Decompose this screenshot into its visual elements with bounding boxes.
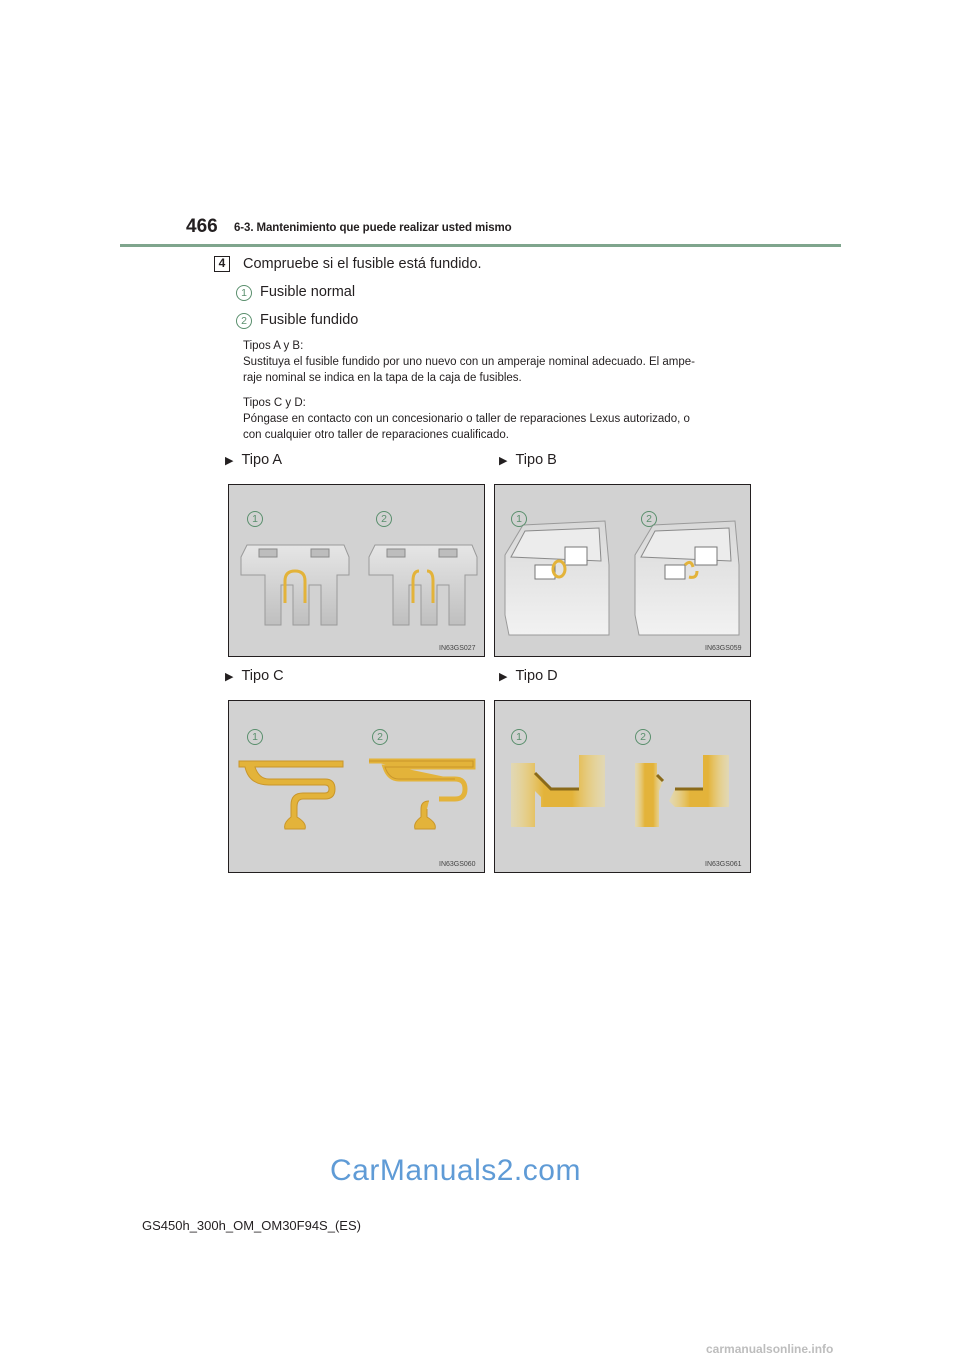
figure-tipo-a [228, 484, 485, 657]
section-title: 6-3. Mantenimiento que puede realizar usted mismo [234, 222, 512, 234]
watermark-logo: CarManuals2.com [330, 1154, 581, 1187]
page-number: 466 [186, 216, 218, 237]
watermark-bottom: carmanualsonline.info [706, 1342, 834, 1356]
callout-2: 2 [376, 511, 392, 527]
callout-1: 1 [511, 729, 527, 745]
figure-tipo-c [228, 700, 485, 873]
note-line: Sustituya el fusible fundido por uno nuevo con un amperaje nominal adecuado. El ampe- [243, 356, 695, 368]
callout-1: 1 [247, 511, 263, 527]
figure-code: IN63GS061 [705, 861, 742, 868]
note-line: con cualquier otro taller de reparaciones cualificado. [243, 429, 509, 441]
callout-1: 1 [511, 511, 527, 527]
cartridge-fuse-blown [635, 521, 739, 635]
item-number-2: 2 [236, 313, 252, 329]
blade-fuse-normal [241, 545, 349, 625]
figure-label-tipo-b: ▶ Tipo B [499, 452, 557, 468]
note-line: Póngase en contacto con un concesionario o taller de reparaciones Lexus autorizado, o [243, 413, 690, 425]
step-text: Compruebe si el fusible está fundido. [243, 256, 482, 272]
triangle-right-icon: ▶ [225, 455, 234, 467]
flat-fuse-normal [511, 755, 605, 827]
blade-fuse-blown [369, 545, 477, 625]
bolt-fuse-normal [239, 761, 343, 829]
note-types-c-d [243, 395, 763, 443]
note-line: raje nominal se indica en la tapa de la caja de fusibles. [243, 372, 522, 384]
figure-label-tipo-a: ▶ Tipo A [225, 452, 283, 468]
bolt-fuse-blown [369, 761, 473, 829]
callout-2: 2 [641, 511, 657, 527]
figure-code: IN63GS060 [439, 861, 476, 868]
note-title: Tipos C y D: [243, 397, 306, 409]
figure-label-tipo-c: ▶ Tipo C [225, 668, 284, 684]
callout-1: 1 [247, 729, 263, 745]
note-types-a-b [243, 338, 763, 386]
figure-tipo-b [494, 484, 751, 657]
callout-2: 2 [372, 729, 388, 745]
triangle-right-icon: ▶ [499, 455, 508, 467]
flat-fuse-blown [635, 755, 729, 827]
callout-2: 2 [635, 729, 651, 745]
header-divider [120, 244, 841, 247]
figure-tipo-d [494, 700, 751, 873]
triangle-right-icon: ▶ [499, 671, 508, 683]
cartridge-fuse-normal [505, 521, 609, 635]
item-label-normal: Fusible normal [260, 284, 356, 300]
figure-code: IN63GS027 [439, 645, 476, 652]
figure-label-tipo-d: ▶ Tipo D [499, 668, 558, 684]
item-number-1: 1 [236, 285, 252, 301]
figure-code: IN63GS059 [705, 645, 742, 652]
item-label-blown: Fusible fundido [260, 312, 359, 328]
triangle-right-icon: ▶ [225, 671, 234, 683]
step-number-box: 4 [214, 256, 230, 272]
note-title: Tipos A y B: [243, 340, 304, 352]
footer-model-code: GS450h_300h_OM_OM30F94S_(ES) [142, 1218, 361, 1233]
